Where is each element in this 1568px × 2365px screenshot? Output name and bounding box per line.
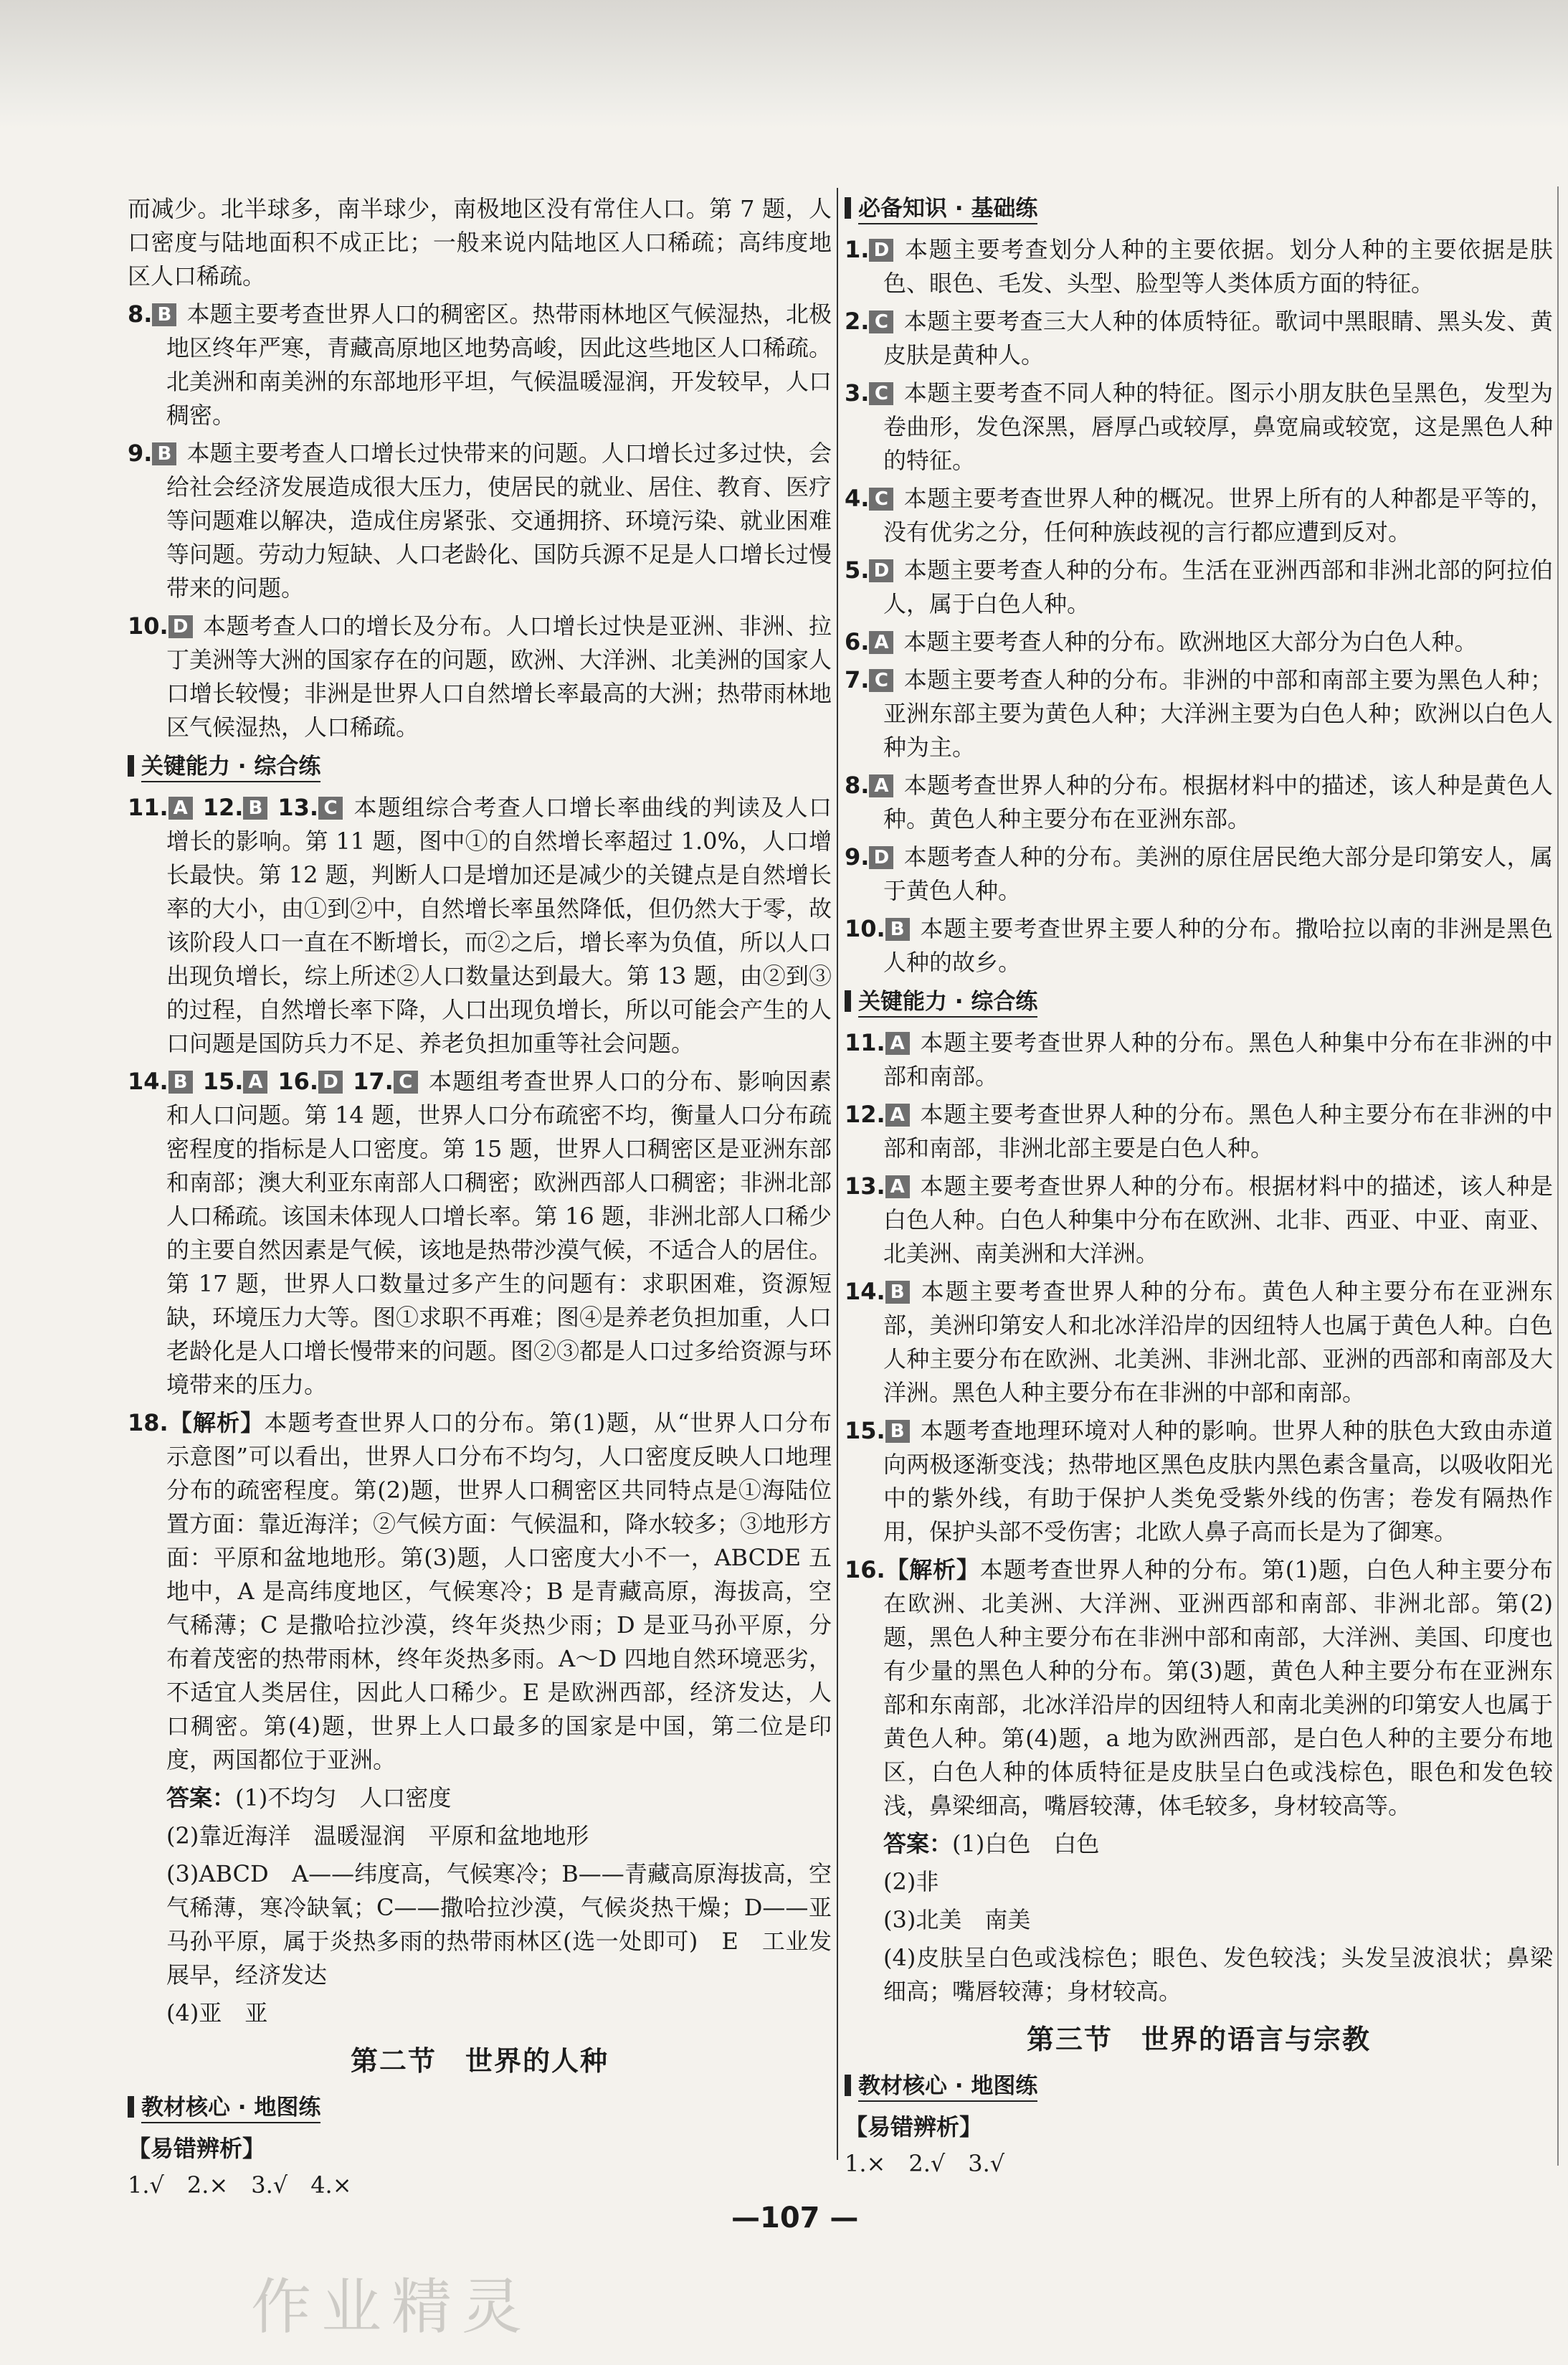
answer-box: C bbox=[869, 488, 893, 511]
answer-item-4: 4. C 本题主要考查世界人种的概况。世界上所有的人种都是平等的，没有优劣之分，任何种族歧视的言行都应遭到反对。 bbox=[845, 485, 1553, 546]
answer-16-line-1: 答案：(1)白色 白色 bbox=[883, 1830, 1100, 1857]
answer-box: A bbox=[885, 1175, 910, 1198]
answer-item-11: 11. A 本题主要考查世界人种的分布。黑色人种集中分布在非洲的中部和南部。 bbox=[845, 1029, 1553, 1090]
answer-item-3: 3. C 本题主要考查不同人种的特征。图示小朋友肤色呈黑色，发型为卷曲形，发色深黑，唇厚凸或较厚，鼻宽扁或较宽，这是黑色人种的特征。 bbox=[845, 379, 1553, 474]
answer-box: B bbox=[885, 1281, 910, 1304]
answer-box: A bbox=[869, 631, 893, 654]
section-heading: 教材核心 · 地图练 bbox=[128, 2091, 832, 2125]
answer-box: A bbox=[243, 1071, 267, 1094]
answer-box: C bbox=[869, 669, 893, 692]
answer-box: C bbox=[869, 311, 893, 333]
right-column bbox=[845, 192, 1553, 2181]
answer-item-10: 10. B 本题主要考查世界主要人种的分布。撒哈拉以南的非洲是黑色人种的故乡。 bbox=[845, 915, 1553, 976]
section-title: 第三节 世界的语言与宗教 bbox=[1026, 2024, 1371, 2055]
answer-item-6: 6. A 本题主要考查人种的分布。欧洲地区大部分为白色人种。 bbox=[845, 628, 1478, 655]
answer-item-5: 5. D 本题主要考查人种的分布。生活在亚洲西部和非洲北部的阿拉伯人，属于白色人种。 bbox=[845, 556, 1553, 617]
answer-box: C bbox=[394, 1071, 418, 1094]
answer-box: D bbox=[168, 615, 193, 638]
section-bar-icon bbox=[845, 197, 851, 219]
answer-box: D bbox=[869, 559, 893, 582]
answer-18-line-4: (4)亚 亚 bbox=[166, 1999, 268, 2027]
answer-16-line-3: (3)北美 南美 bbox=[883, 1906, 1031, 1933]
answer-box: B bbox=[885, 918, 910, 941]
answer-box: D bbox=[869, 239, 893, 262]
answer-16-line-2: (2)非 bbox=[883, 1868, 939, 1895]
answer-item-7: 7. C 本题主要考查人种的分布。非洲的中部和南部主要为黑色人种；亚洲东部主要为黄色人种；大洋洲主要为白色人种；欧洲以白色人种为主。 bbox=[845, 666, 1553, 761]
answer-18-line-3: (3)ABCD A——纬度高，气候寒冷；B——青藏高原海拔高，空气稀薄，寒冷缺氧；C——撒哈拉沙漠，气候炎热干燥；D——亚马孙平原，属于炎热多雨的热带雨林区(选一处即可) E 工业发展早，经济发达 bbox=[166, 1860, 832, 1989]
watermark: 作业精灵 bbox=[251, 2272, 533, 2342]
answer-box: C bbox=[318, 797, 343, 820]
left-column bbox=[128, 192, 832, 2202]
page-number: —107 — bbox=[731, 2202, 859, 2234]
answer-box: B bbox=[152, 303, 176, 326]
judgement-marks: 1.√ 2.× 3.√ 4.× bbox=[128, 2171, 352, 2199]
answer-item-13: 13. A 本题主要考查世界人种的分布。根据材料中的描述，该人种是白色人种。白色人种集中分布在欧洲、北非、西亚、中亚、南亚、北美洲、南美洲和大洋洲。 bbox=[845, 1172, 1553, 1267]
answer-box: B bbox=[885, 1420, 910, 1443]
answer-box: D bbox=[869, 846, 893, 869]
answer-item-10: 10. D 本题考查人口的增长及分布。人口增长过快是亚洲、非洲、拉丁美洲等大洲的国家存在的问题，欧洲、大洋洲、北美洲的国家人口增长较慢；非洲是世界人口自然增长率最高的大洲；热带雨林地区气候湿热，人口稀疏。 bbox=[128, 612, 832, 741]
answer-box: A bbox=[869, 774, 893, 797]
answer-box: B bbox=[243, 797, 267, 820]
column-divider bbox=[837, 188, 838, 2160]
section-bar-icon bbox=[845, 990, 851, 1012]
answer-item-8: 8. A 本题考查世界人种的分布。根据材料中的描述，该人种是黄色人种。黄色人种主要分布在亚洲东部。 bbox=[845, 772, 1553, 833]
subheading: 【易错辨析】 bbox=[128, 2135, 266, 2162]
answer-item-12: 12. A 本题主要考查世界人种的分布。黑色人种主要分布在非洲的中部和南部，非洲北部主要是白色人种。 bbox=[845, 1101, 1553, 1162]
section-heading: 教材核心 · 地图练 bbox=[845, 2070, 1553, 2103]
next-page-edge bbox=[1557, 186, 1568, 2166]
section-title: 第二节 世界的人种 bbox=[350, 2045, 609, 2077]
answer-item-9: 9. B 本题主要考查人口增长过快带来的问题。人口增长过多过快，会给社会经济发展造成很大压力，使居民的就业、居住、教育、医疗等问题难以解决，造成住房紧张、交通拥挤、环境污染、就业困难等问题。劳动力短缺、人口老龄化、国防兵源不足是人口增长过慢带来的问题。 bbox=[128, 440, 832, 602]
answer-item-11-13: 11. A 12. B 13. C 本题组综合考查人口增长率曲线的判读及人口增长的影响。第 11 题，图中①的自然增长率超过 1.0%，人口增长最快。第 12 题，判断人口是增加还是减少的关键点是自然增长率的大小，由①到②中，自然增长率虽然降低，但仍然大于零，故该阶段人口一直在不断增长，而②之后，增长率为负值，所以人口出现负增长，综上所述②人口数量达到最大。第 13 题，由②到③的过程，自然增长率下降，人口出现负增长，所以可能会产生的人口问题是国防兵力不足、养老负担加重等社会问题。 bbox=[128, 794, 832, 1057]
answer-item-14-17: 14. B 15. A 16. D 17. C 本题组考查世界人口的分布、影响因素和人口问题。第 14 题，世界人口分布疏密不均，衡量人口分布疏密程度的指标是人口密度。第 15 题，世界人口稠密区是亚洲东部和南部；澳大利亚东南部人口稠密；欧洲西部人口稠密；非洲北部人口稀疏。该国未体现人口增长率。第 16 题，非洲北部人口稀少的主要自然因素是气候，该地是热带沙漠气候，不适合人的居住。第 17 题，世界人口数量过多产生的问题有：求职困难，资源短缺，环境压力大等。图①求职不再难；图④是养老负担加重，人口老龄化是人口增长慢带来的问题。图②③都是人口过多给资源与环境带来的压力。 bbox=[128, 1068, 832, 1398]
section-bar-icon bbox=[128, 2096, 134, 2118]
section-bar-icon bbox=[845, 2075, 851, 2096]
answer-item-18: 18.【解析】本题考查世界人口的分布。第(1)题，从“世界人口分布示意图”可以看出，世界人口分布不均匀，人口密度反映人口地理分布的疏密程度。第(2)题，世界人口稠密区共同特点是①海陆位置方面：靠近海洋；②气候方面：气候温和，降水较多；③地形方面：平原和盆地地形。第(3)题，人口密度大小不一，ABCDE 五地中，A 是高纬度地区，气候寒冷；B 是青藏高原，海拔高，空气稀薄；C 是撒哈拉沙漠，终年炎热少雨；D 是亚马孙平原，分布着茂密的热带雨林，终年炎热多雨。A～D 四地自然环境恶劣，不适宜人类居住，因此人口稀少。E 是欧洲西部，经济发达，人口稠密。第(4)题，世界上人口最多的国家是中国，第二位是印度，两国都位于亚洲。 bbox=[128, 1409, 832, 1773]
answer-item-14: 14. B 本题主要考查世界人种的分布。黄色人种主要分布在亚洲东部，美洲印第安人和北冰洋沿岸的因纽特人也属于黄色人种。白色人种主要分布在欧洲、北美洲、非洲北部、亚洲的西部和南部及大洋洲。黑色人种主要分布在非洲的中部和南部。 bbox=[845, 1278, 1553, 1406]
answer-box: D bbox=[318, 1071, 343, 1094]
scan-top-shadow bbox=[0, 0, 1568, 129]
answer-16-line-4: (4)皮肤呈白色或浅棕色；眼色、发色较浅；头发呈波浪状；鼻梁细高；嘴唇较薄；身材较高。 bbox=[883, 1944, 1553, 2005]
answer-item-1: 1. D 本题主要考查划分人种的主要依据。划分人种的主要依据是肤色、眼色、毛发、头型、脸型等人类体质方面的特征。 bbox=[845, 236, 1553, 297]
answer-item-8: 8. B 本题主要考查世界人口的稠密区。热带雨林地区气候湿热，北极地区终年严寒，青藏高原地区地势高峻，因此这些地区人口稀疏。北美洲和南美洲的东部地形平坦，气候温暖湿润，开发较早，人口稠密。 bbox=[128, 300, 832, 429]
answer-18-line-2: (2)靠近海洋 温暖湿润 平原和盆地地形 bbox=[166, 1822, 589, 1849]
section-heading: 必备知识 · 基础练 bbox=[845, 192, 1553, 226]
left-continuation: 而减少。北半球多，南半球少，南极地区没有常住人口。第 7 题，人口密度与陆地面积不成正比；一般来说内陆地区人口稀疏；高纬度地区人口稀疏。 bbox=[128, 195, 832, 290]
judgement-marks: 1.× 2.√ 3.√ bbox=[845, 2150, 1005, 2177]
answer-box: B bbox=[152, 442, 176, 465]
answer-box: C bbox=[869, 382, 893, 405]
answer-box: A bbox=[885, 1032, 910, 1055]
section-heading: 关键能力 · 综合练 bbox=[845, 985, 1553, 1019]
section-bar-icon bbox=[128, 755, 134, 777]
answer-box: A bbox=[168, 797, 193, 820]
answer-box: B bbox=[168, 1071, 193, 1094]
answer-box: A bbox=[885, 1104, 910, 1127]
answer-item-9: 9. D 本题考查人种的分布。美洲的原住居民绝大部分是印第安人，属于黄色人种。 bbox=[845, 843, 1553, 904]
answer-item-2: 2. C 本题主要考查三大人种的体质特征。歌词中黑眼睛、黑头发、黄皮肤是黄种人。 bbox=[845, 308, 1553, 369]
subheading: 【易错辨析】 bbox=[845, 2113, 983, 2141]
answer-item-16: 16.【解析】本题考查世界人种的分布。第(1)题，白色人种主要分布在欧洲、北美洲、大洋洲、亚洲西部和南部、非洲北部。第(2)题，黑色人种主要分布在非洲中部和南部，大洋洲、美国、印度也有少量的黑色人种的分布。第(3)题，黄色人种主要分布在亚洲东部和东南部，北冰洋沿岸的因纽特人和南北美洲的印第安人也属于黄色人种。第(4)题，a 地为欧洲西部，是白色人种的主要分布地区，白色人种的体质特征是皮肤呈白色或浅棕色，眼色和发色较浅，鼻梁细高，嘴唇较薄，体毛较多，身材较高等。 bbox=[845, 1556, 1553, 1819]
section-heading: 关键能力 · 综合练 bbox=[128, 750, 832, 784]
answer-18-line-1: 答案：(1)不均匀 人口密度 bbox=[166, 1784, 452, 1811]
answer-item-15: 15. B 本题考查地理环境对人种的影响。世界人种的肤色大致由赤道向两极逐渐变浅；热带地区黑色皮肤内黑色素含量高，以吸收阳光中的紫外线，有助于保护人类免受紫外线的伤害；卷发有隔热作用，保护头部不受伤害；北欧人鼻子高而长是为了御寒。 bbox=[845, 1417, 1553, 1545]
